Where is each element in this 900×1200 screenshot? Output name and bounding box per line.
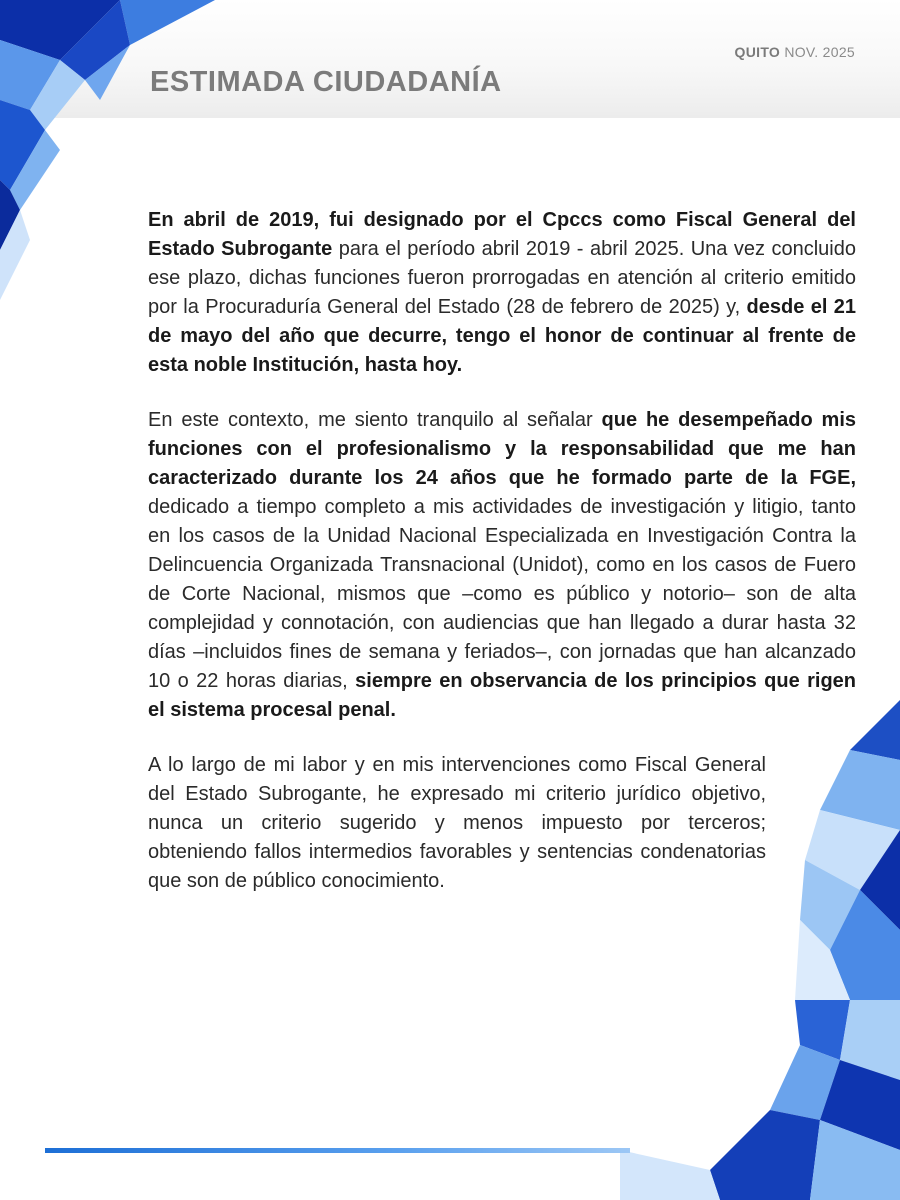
date: NOV. 2025 (784, 44, 855, 60)
page-title: ESTIMADA CIUDADANÍA (150, 66, 502, 98)
paragraph-3 (148, 751, 766, 896)
bold-text: que he desempeñado mis funciones con el profesionalismo y la responsabilidad que me han caracterizado durante los 24 años que he formado parte de la FGE, (148, 409, 856, 489)
text: En este contexto, me siento tranquilo al señalar (148, 409, 602, 431)
text: dedicado a tiempo completo a mis actividades de investigación y litigio, tanto en los casos de la Unidad Nacional Especializada en Investigación Contra la Delincuencia Organizada Transnacional (Unidot), como en los casos de Fuero de Corte Nacional, mismos que –como es público y notorio– son de alta complejidad y connotación, con audiencias que han llegado a durar hasta 32 días –incluidos fines de semana y feriados–, con jornadas que han alcanzado 10 o 22 horas diarias, (148, 496, 856, 692)
bold-text: desde el 21 de mayo del año que decurre, tengo el honor de continuar al frente de esta noble Institución, hasta hoy. (148, 296, 857, 376)
letter-body (148, 206, 856, 922)
text: A lo largo de mi labor y en mis intervenciones como Fiscal General del Estado Subrogante, he expresado mi criterio jurídico objetivo, nunca un criterio sugerido y menos impuesto por terceros; obteniendo fallos intermedios favorables y sentencias condenatorias que son de público conocimiento. (148, 754, 766, 892)
paragraph-2 (148, 406, 856, 725)
paragraph-1 (148, 206, 856, 380)
date-line (735, 44, 855, 60)
city: QUITO (734, 44, 781, 60)
footer-divider (45, 1148, 630, 1153)
bold-text: siempre en observancia de los principios que rigen el sistema procesal penal. (148, 670, 856, 721)
text: para el período abril 2019 - abril 2025. Una vez concluido ese plazo, dichas funciones fueron prorrogadas en atención al criterio emitido por la Procuraduría General del Estado (28 de febrero de 2025) y, (148, 238, 856, 318)
bold-text: En abril de 2019, fui designado por el Cpccs como Fiscal General del Estado Subrogante (148, 209, 856, 260)
